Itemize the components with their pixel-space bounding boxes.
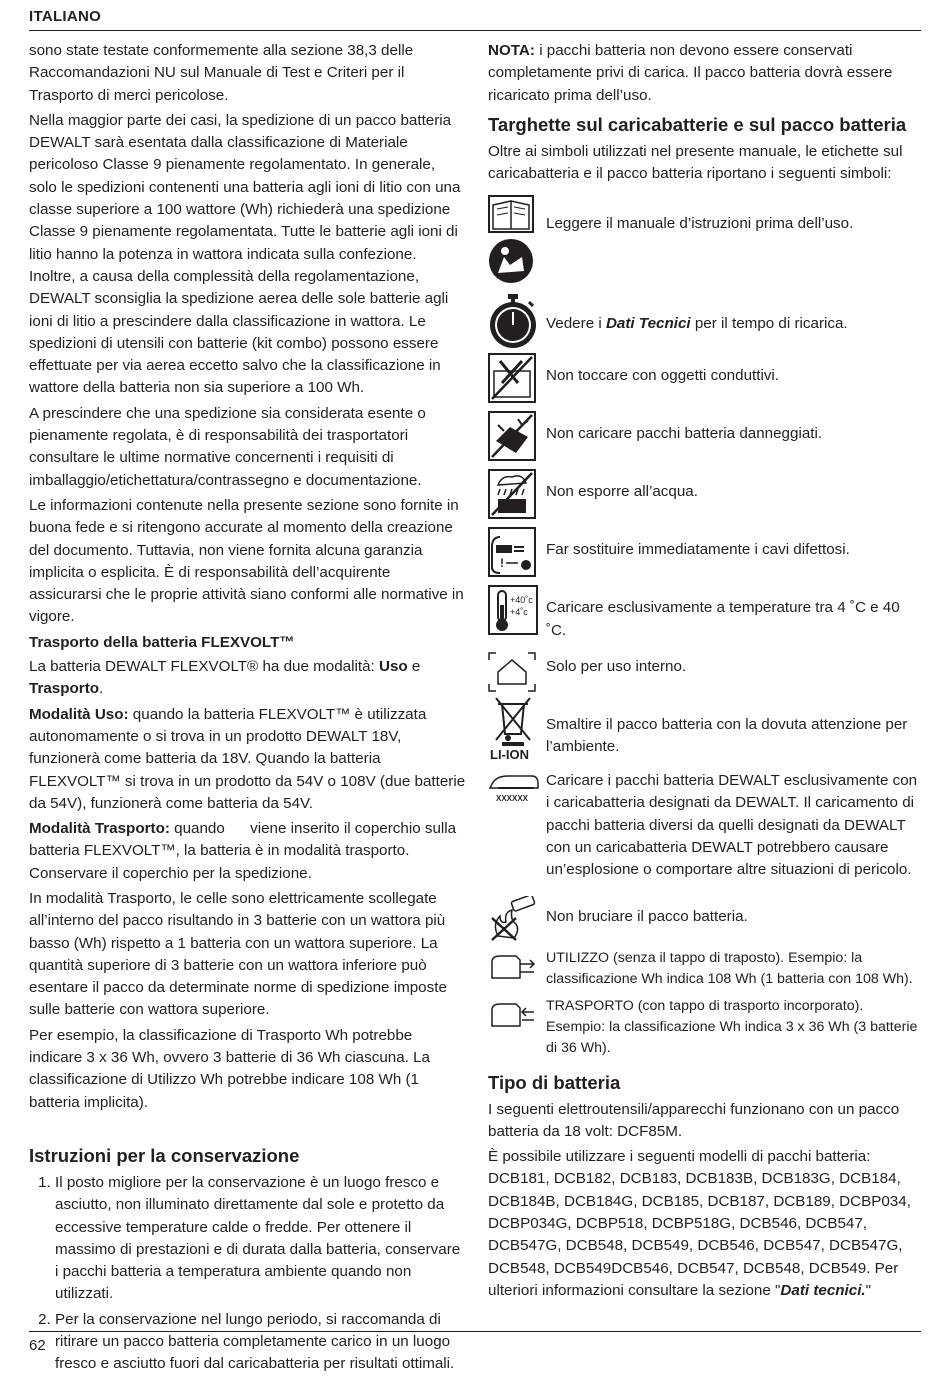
list-item: 1. Il posto migliore per la conservazione è un luogo fresco e asciutto, non illuminato direttamente dal sole e protetto da eccessive temperature calde o fredde. Per ottenere il massimo di prestazioni e di durata dalla batteria, conservare i pacchi batteria a temperatura ambiente quando non utilizzati. xyxy=(55,1172,467,1306)
thermometer-icon xyxy=(488,585,546,635)
symbol-row-water xyxy=(488,469,923,519)
temp-low-label: +4˚c xyxy=(510,607,528,618)
page-header xyxy=(29,8,921,31)
symbol-row-temperature xyxy=(488,585,923,642)
paragraph: In modalità Trasporto, le celle sono elettricamente scollegate all’interno del pacco risultando in 3 batterie con un wattora più basso (Wh) rispetto a 1 batteria con un wattora superiore. La quantità superiore di 3 batterie con un wattora inferiore può esentare il pacco da determinate norme di spedizione imposte sulle batterie con wattora superiore. xyxy=(29,889,447,1019)
symbol-text: Smaltire il pacco batteria con la dovuta attenzione per l’ambiente. xyxy=(546,716,908,756)
symbol-row-conductive xyxy=(488,353,923,403)
flexvolt-intro: La batteria DEWALT FLEXVOLT® ha due modalità: Uso e Trasporto. xyxy=(29,658,421,698)
paragraph: Nella maggior parte dei casi, la spedizione di un pacco batteria DEWALT sarà esentata dalla classificazione di Materiale pericoloso Classe 9 pienamente regolamentato. In generale, solo le spedizioni contenenti una batteria agli ioni di litio con una classe superiore a 100 wattore (Wh) richiederà una spedizione Classe 9 pienamente regolamentata. Tutte le batterie agli ioni di litio hanno la potenza in wattora indicata sulla confezione. Inoltre, a causa della complessità della regolamentazione, DEWALT sconsiglia la spedizione aerea delle sole batterie agli ioni di litio a prescindere dalla classificazione in wattora. Le spedizioni di utensili con batterie (kit combo) possono essere effettuate per via aerea eccetto salvo che la classificazione in wattore della batteria non sia superiore a 100 Wh. xyxy=(29,111,461,397)
temp-high-label: +40˚c xyxy=(510,595,533,606)
battery-models: È possibile utilizzare i seguenti modelli di pacchi batteria: DCB181, DCB182, DCB183, DCB183B, DCB183G, DCB184, DCB184B, DCB184G, DCB185, DCB187, DCB189, DCBP034, DCBP034G, DCBP518, DCBP518G, DCB546, DCB547, DCB547G, DCB548, DCB549, DCB546, DCB547, DCB547G, DCB548, DCB549DCB546, DCB547, DCB548, DCB549. Per ulteriori informazioni consultare la sezione "Dati tecnici." xyxy=(488,1148,911,1299)
labels-intro: Oltre ai simboli utilizzati nel presente manuale, le etichette sul caricabatteria e il pacco batteria riportano i seguenti simboli: xyxy=(488,142,903,183)
symbol-text: Caricare esclusivamente a temperature tra 4 ˚C e 40 ˚C. xyxy=(546,599,900,639)
storage-heading: Istruzioni per la conservazione xyxy=(29,1144,300,1166)
symbol-text: Leggere il manuale d’istruzioni prima dell’uso. xyxy=(546,215,854,233)
no-fire-icon xyxy=(488,896,546,942)
list-item: 2. Per la conservazione nel lungo periodo, si raccomanda di ritirare un pacco batteria completamente carico in un luogo fresco e asciutto fuori dal caricabatteria per risultati ottimali. xyxy=(55,1309,467,1376)
read-manual-icon xyxy=(488,195,546,285)
charger-code-label: XXXXXX xyxy=(496,794,529,804)
symbol-text: Non bruciare il pacco batteria. xyxy=(546,907,748,925)
battery-type-heading: Tipo di batteria xyxy=(488,1071,621,1093)
no-water-icon xyxy=(488,469,546,519)
battery-use-mode-icon xyxy=(488,948,546,984)
symbol-row-charger xyxy=(488,770,923,881)
battery-transport-mode-icon xyxy=(488,996,546,1032)
defective-cable-icon xyxy=(488,527,546,577)
trasporto-mode: Modalità Trasporto: quando viene inserito il coperchio sulla batteria FLEXVOLT™, la batteria è in modalità trasporto. Conservare il coperchio per la spedizione. xyxy=(29,820,461,882)
symbol-row-cables xyxy=(488,527,923,577)
symbol-text: UTILIZZO (senza il tappo di traposto). Esempio: la classificazione Wh indica 108 Wh (1 batteria con 108 Wh). xyxy=(546,949,913,987)
symbol-text: Non toccare con oggetti conduttivi. xyxy=(546,367,780,385)
paragraph: I seguenti elettroutensili/apparecchi funzionano con un pacco batteria da 18 volt: DCF85M. xyxy=(488,1100,900,1140)
symbol-row-transport xyxy=(488,996,923,1059)
symbol-text: Vedere i Dati Tecnici per il tempo di ricarica. xyxy=(546,315,848,333)
uso-mode: Modalità Uso: quando la batteria FLEXVOLT™ è utilizzata autonomamente o si trova in un prodotto DEWALT 18V, funzionerà come batteria da 18V. Quando la batteria FLEXVOLT™ si trova in un prodotto da 54V o 108V (due batterie da 54V), funzionerà come batteria da 54V. xyxy=(29,705,466,812)
symbol-row-use xyxy=(488,948,923,990)
note: NOTA: i pacchi batteria non devono essere conservati completamente privi di carica. Il pacco batteria dovrà essere ricaricato prima dell’uso. xyxy=(488,42,893,104)
svg-text:!: ! xyxy=(500,556,504,571)
designated-charger-icon xyxy=(488,770,546,804)
page-footer xyxy=(29,1331,921,1354)
storage-list xyxy=(29,1172,467,1376)
symbol-row-damaged xyxy=(488,411,923,461)
paragraph: sono state testate conformemente alla sezione 38,3 delle Raccomandazioni NU sul Manuale di Test e Criteri per il Trasporto di merci pericolose. xyxy=(29,42,414,104)
symbol-text: Non esporre all’acqua. xyxy=(546,483,698,501)
right-column xyxy=(488,40,923,1305)
symbol-text: Far sostituire immediatamente i cavi difettosi. xyxy=(546,541,850,559)
symbol-text: Caricare i pacchi batteria DEWALT esclusivamente con i caricabatteria designati da DEWALT. Il caricamento di pacchi batteria diversi da quelli designati da DEWALT con un caricabatteria DEWALT potrebbero causare un’esplosione o comportare altre situazioni di pericolo. xyxy=(546,772,918,879)
symbol-row-fire xyxy=(488,896,923,942)
left-column xyxy=(29,40,467,1379)
li-ion-label: LI-ION xyxy=(490,747,529,763)
symbol-row-time xyxy=(488,293,923,349)
wheelie-bin-crossed-icon xyxy=(488,696,546,762)
stopwatch-icon xyxy=(488,293,546,349)
paragraph: Le informazioni contenute nella presente sezione sono fornite in buona fede e si ritengono accurate al momento della creazione del documento. Tuttavia, non viene fornita alcuna garanzia implicita o esplicita. È di responsabilità dell’acquirente assicurarsi che le proprie attività siano conformi alle normative in vigore. xyxy=(29,496,464,626)
symbol-text: TRASPORTO (con tappo di trasporto incorporato). Esempio: la classificazione Wh indica 3 x 36 Wh (3 batterie di 36 Wh). xyxy=(546,997,918,1056)
no-conductive-objects-icon xyxy=(488,353,546,403)
tech-data-link: Dati tecnici. xyxy=(780,1281,866,1299)
paragraph: A prescindere che una spedizione sia considerata esente o pienamente regolata, è di responsabilità dei trasportatori consultare le ultime normative concernenti i requisiti di imballaggio/etichettatura/contrassegno e documentazione. xyxy=(29,404,426,489)
indoor-use-icon xyxy=(488,652,546,692)
symbol-row-dispose xyxy=(488,696,923,762)
symbol-row-manual xyxy=(488,195,923,285)
language-label: ITALIANO xyxy=(29,8,102,25)
symbol-text: Solo per uso interno. xyxy=(546,658,687,676)
symbol-text: Non caricare pacchi batteria danneggiati. xyxy=(546,425,823,443)
page-number: 62 xyxy=(29,1337,46,1354)
flexvolt-heading: Trasporto della batteria FLEXVOLT™ xyxy=(29,633,295,651)
no-damaged-battery-icon xyxy=(488,411,546,461)
labels-heading: Targhette sul caricabatterie e sul pacco batteria xyxy=(488,113,907,135)
symbol-row-indoor xyxy=(488,652,923,692)
paragraph: Per esempio, la classificazione di Trasporto Wh potrebbe indicare 3 x 36 Wh, ovvero 3 batterie di 36 Wh ciascuna. La classificazione di Utilizzo Wh potrebbe indicare 108 Wh (1 batteria implicita). xyxy=(29,1026,430,1111)
